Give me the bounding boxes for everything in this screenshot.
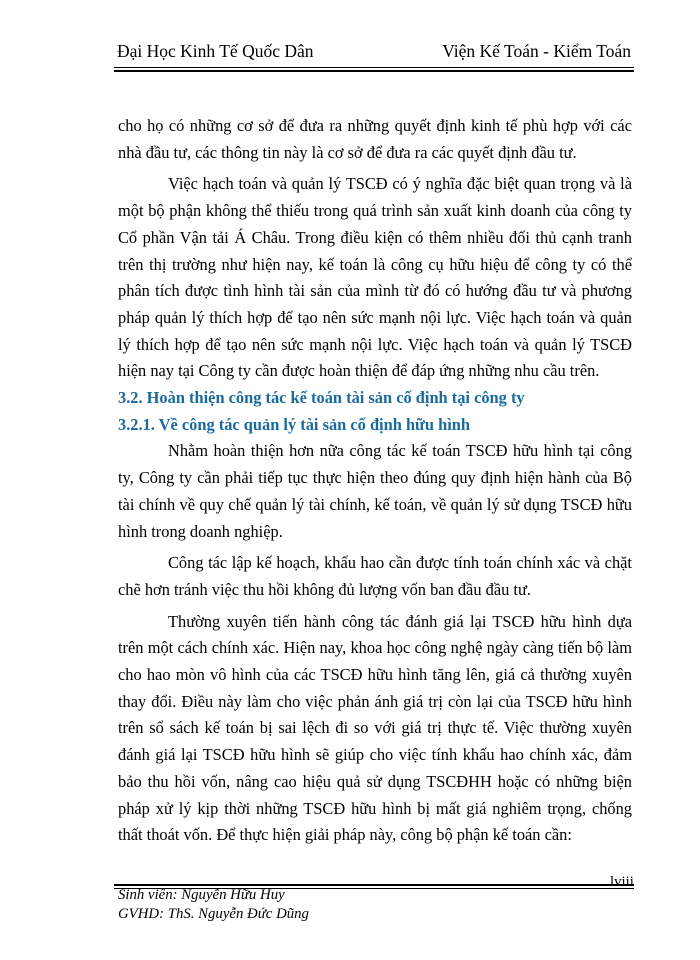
footer-advisor: GVHD: ThS. Nguyễn Đức Dũng [118, 906, 309, 922]
page-header [117, 40, 631, 66]
footer-student: Sinh viên: Nguyễn Hữu Huy [118, 887, 285, 903]
page-number: lviii [610, 874, 634, 890]
page-footer [118, 886, 309, 924]
subsection-heading-3-2-1: 3.2.1. Về công tác quản lý tài sản cố định hữu hình [118, 414, 471, 434]
section-heading-3-2: 3.2. Hoàn thiện công tác kế toán tài sản cố định tại công ty [118, 388, 525, 408]
paragraph-regulations: Nhằm hoàn thiện hơn nữa công tác kế toán TSCĐ hữu hình tại công ty, Công ty cần phải tiếp tục thực hiện theo đúng quy định hiện hành của Bộ tài chính về quy chế quản lý tài chính, kế toán, về quản lý sử dụng TSCĐ hữu hình trong doanh nghiệp. [118, 441, 632, 541]
header-university: Đại Học Kinh Tế Quốc Dân [117, 41, 314, 61]
header-divider [114, 67, 634, 72]
header-institute: Viện Kế Toán - Kiểm Toán [442, 41, 631, 61]
paragraph-intro-continuation: cho họ có những cơ sở để đưa ra những quyết định kinh tế phù hợp với các nhà đầu tư, các thông tin này là cơ sở để đưa ra các quyết định đầu tư. [118, 116, 632, 162]
paragraph-importance: Việc hạch toán và quản lý TSCĐ có ý nghĩa đặc biệt quan trọng và là một bộ phận không thể thiếu trong quá trình sản xuất kinh doanh của công ty Cổ phần Vận tải Á Châu. Trong điều kiện có thêm nhiều đối thủ cạnh tranh trên thị trường như hiện nay, kế toán là công cụ hữu hiệu để công ty có thể phân tích được tình hình tài sản của mình từ đó có hướng đầu tư và phương pháp quản lý thích hợp để tạo nên sức mạnh nội lực. Việc hạch toán và quản lý thích hợp để tạo nên sức mạnh nội lực. Việc hạch toán và quản lý TSCĐ hiện nay tại Công ty cần được hoàn thiện để đáp ứng những nhu cầu trên. [118, 174, 632, 381]
paragraph-depreciation-plan: Công tác lập kế hoạch, khấu hao cần được tính toán chính xác và chặt chẽ hơn tránh việc thu hồi không đủ lượng vốn ban đầu đầu tư. [118, 553, 632, 599]
paragraph-revaluation: Thường xuyên tiến hành công tác đánh giá lại TSCĐ hữu hình dựa trên một cách chính xác. Hiện nay, khoa học công nghệ ngày càng tiến bộ làm cho hao mòn vô hình của các TSCĐ hữu hình tăng lên, giá cả thường xuyên thay đổi. Điều này làm cho việc phản ánh giá trị còn lại của TSCĐ hữu hình trên sổ sách kế toán bị sai lệch đi so với giá trị thực tế. Việc thường xuyên đánh giá lại TSCĐ hữu hình sẽ giúp cho việc tính khấu hao chính xác, đảm bảo thu hồi vốn, nâng cao hiệu quả sử dụng TSCĐHH hoặc có những biện pháp xử lý kịp thời những TSCĐ hữu hình bị mất giá nghiêm trọng, chống thất thoát vốn. Để thực hiện giải pháp này, công bộ phận kế toán cần: [118, 611, 632, 845]
document-body [118, 113, 632, 849]
